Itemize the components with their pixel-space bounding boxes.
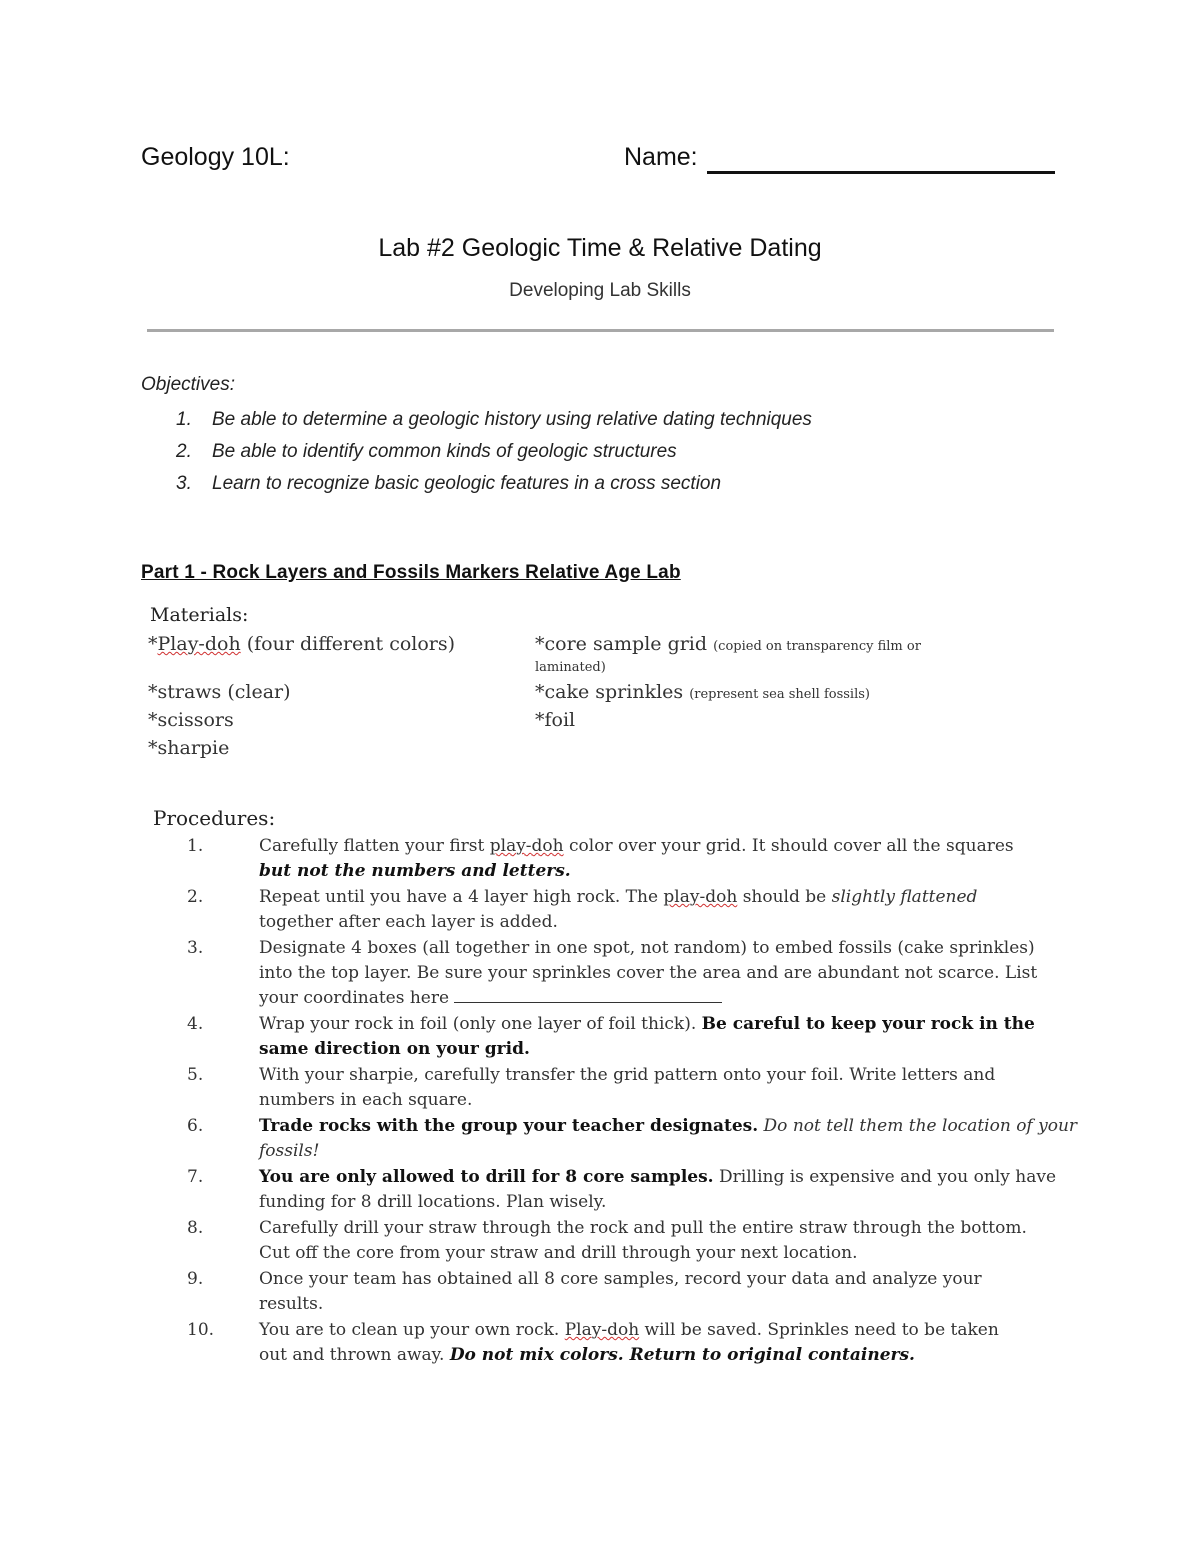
lab-title: Lab #2 Geologic Time & Relative Dating [378,234,822,262]
step-text: Designate 4 boxes (all together in one spot, not random) to embed fossils (cake sprinkles) [259,938,1035,958]
step-number: 8. [187,1218,204,1238]
step-text: Once your team has obtained all 8 core samples, record your data and analyze your [259,1269,982,1289]
objective-text: Be able to determine a geologic history using relative dating techniques [212,409,812,430]
step-text: Carefully drill your straw through the rock and pull the entire straw through the bottom. [259,1218,1027,1238]
step-text: Repeat until you have a 4 layer high rock. The play-doh should be slightly flattened [259,887,978,907]
objective-number: 2. [176,441,192,462]
step-text: You are to clean up your own rock. Play-doh will be saved. Sprinkles need to be taken [259,1320,999,1340]
step-number: 2. [187,887,204,907]
step-text: With your sharpie, carefully transfer the grid pattern onto your foil. Write letters and [259,1065,996,1085]
material-item: *sharpie [148,737,230,759]
material-note: laminated) [535,660,606,675]
step-text: fossils! [259,1141,320,1161]
material-item: *scissors [148,709,234,731]
coordinates-blank[interactable] [454,988,722,1003]
step-text: your coordinates here [259,988,722,1008]
name-blank-line[interactable] [707,171,1055,174]
step-text: but not the numbers and letters. [259,861,571,881]
step-text: results. [259,1294,324,1314]
step-number: 10. [187,1320,215,1340]
procedures-label: Procedures: [153,806,276,830]
step-number: 5. [187,1065,204,1085]
objectives-label: Objectives: [141,374,235,395]
step-number: 6. [187,1116,204,1136]
step-text: Wrap your rock in foil (only one layer of foil thick). Be careful to keep your rock in the [259,1014,1035,1034]
course-label: Geology 10L: [141,143,290,171]
objective-number: 1. [176,409,192,430]
step-text: Trade rocks with the group your teacher designates. Do not tell them the location of your [259,1116,1078,1136]
step-text: funding for 8 drill locations. Plan wisely. [259,1192,607,1212]
material-item: *straws (clear) [148,681,291,703]
horizontal-rule [147,329,1054,332]
material-item: *core sample grid (copied on transparency film or [535,633,921,655]
step-number: 9. [187,1269,204,1289]
step-text: same direction on your grid. [259,1039,530,1059]
objective-text: Learn to recognize basic geologic features in a cross section [212,473,722,494]
step-text: numbers in each square. [259,1090,473,1110]
part1-heading: Part 1 - Rock Layers and Fossils Markers Relative Age Lab [141,562,681,583]
step-text: together after each layer is added. [259,912,558,932]
material-item: *Play-doh (four different colors) [148,633,456,655]
step-number: 7. [187,1167,204,1187]
step-text: Cut off the core from your straw and drill through your next location. [259,1243,858,1263]
name-label: Name: [624,143,698,171]
step-number: 3. [187,938,204,958]
objective-number: 3. [176,473,192,494]
step-text: You are only allowed to drill for 8 core samples. Drilling is expensive and you only have [259,1167,1057,1187]
material-item: *cake sprinkles (represent sea shell fossils) [535,681,870,703]
step-number: 4. [187,1014,204,1034]
step-number: 1. [187,836,204,856]
materials-label: Materials: [150,604,249,626]
step-text: into the top layer. Be sure your sprinkles cover the area and are abundant not scarce. List [259,963,1038,983]
material-item: *foil [535,709,576,731]
objective-text: Be able to identify common kinds of geologic structures [212,441,677,462]
step-text: Carefully flatten your first play-doh color over your grid. It should cover all the squares [259,836,1014,856]
lab-subtitle: Developing Lab Skills [509,280,691,301]
step-text: out and thrown away. Do not mix colors. Return to original containers. [259,1345,915,1365]
